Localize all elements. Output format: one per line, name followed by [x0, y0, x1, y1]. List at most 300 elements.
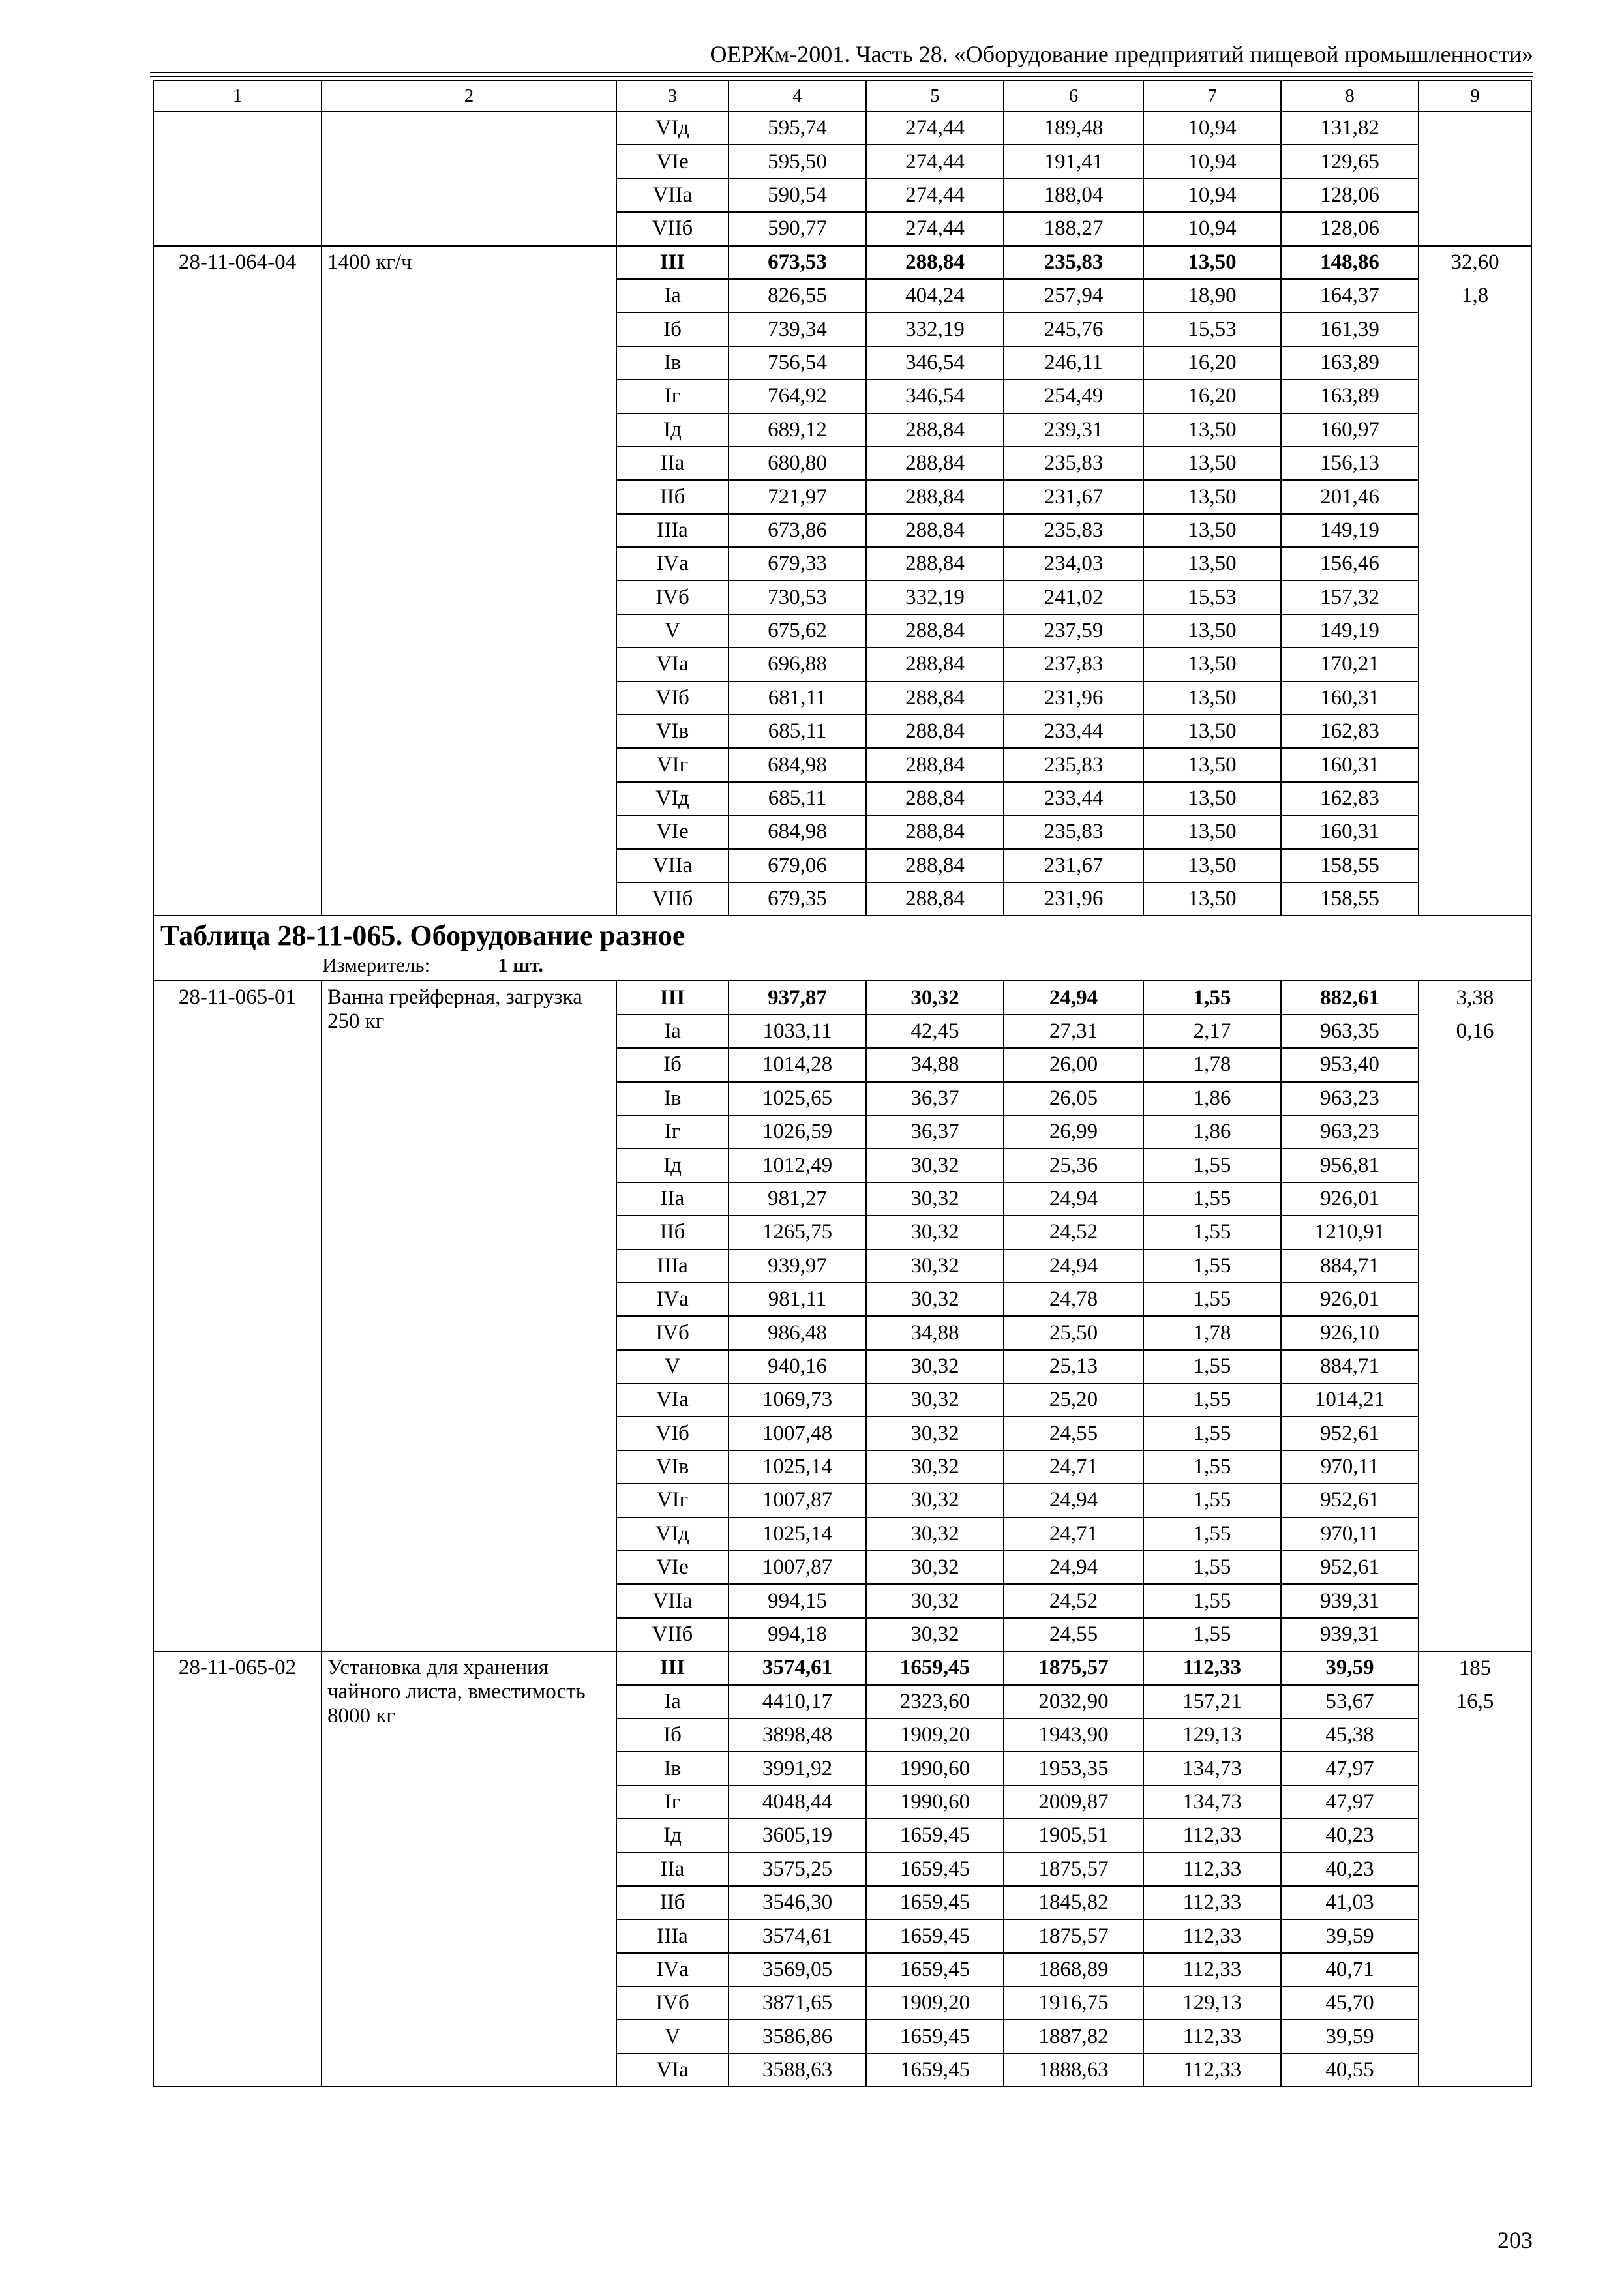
table-cell: 970,11	[1281, 1518, 1419, 1551]
table-cell: 937,87	[729, 981, 866, 1014]
table-cell: 1943,90	[1004, 1718, 1143, 1752]
table-cell: 963,23	[1281, 1082, 1419, 1115]
table-cell: 30,32	[866, 1249, 1004, 1283]
section-header-065	[153, 916, 1531, 981]
table-cell	[1419, 413, 1531, 447]
table-cell: 30,32	[866, 981, 1004, 1014]
column-number: 1	[153, 80, 322, 112]
table-cell: 940,16	[729, 1350, 866, 1383]
table-cell: 1014,28	[729, 1048, 866, 1081]
table-cell: 346,54	[866, 380, 1004, 413]
table-cell: 30,32	[866, 1450, 1004, 1484]
table-cell: 274,44	[866, 212, 1004, 245]
table-cell	[1419, 1316, 1531, 1349]
table-cell: 288,84	[866, 782, 1004, 815]
table-cell: 188,04	[1004, 179, 1143, 212]
table-cell: 1012,49	[729, 1148, 866, 1182]
table-cell: 34,88	[866, 1316, 1004, 1349]
table-cell	[1419, 547, 1531, 580]
table-cell: 1014,21	[1281, 1383, 1419, 1416]
table-cell: 963,23	[1281, 1115, 1419, 1148]
table-cell: 3871,65	[729, 1986, 866, 2020]
table-cell: 1659,45	[866, 1819, 1004, 1852]
table-cell: 685,11	[729, 782, 866, 815]
table-cell: 2323,60	[866, 1685, 1004, 1718]
table-cell: 161,39	[1281, 312, 1419, 346]
table-cell: 288,84	[866, 815, 1004, 848]
table-cell: VIе	[616, 1551, 729, 1584]
table-cell: 1210,91	[1281, 1216, 1419, 1249]
table-cell: 274,44	[866, 112, 1004, 145]
table-cell: 1916,75	[1004, 1986, 1143, 2020]
table-cell: 721,97	[729, 480, 866, 513]
table-cell: 30,32	[866, 1618, 1004, 1651]
table-row	[153, 981, 1531, 1014]
table-cell: 237,59	[1004, 614, 1143, 648]
table-cell: VIа	[616, 648, 729, 681]
table-cell: 233,44	[1004, 782, 1143, 815]
table-cell: IVб	[616, 580, 729, 614]
table-cell: 246,11	[1004, 346, 1143, 380]
table-cell: 160,31	[1281, 681, 1419, 715]
table-cell: 157,32	[1281, 580, 1419, 614]
table-cell: 1,55	[1143, 1518, 1281, 1551]
name-cell: Ванна грейферная, загрузка 250 кг	[322, 981, 616, 1651]
table-cell: 30,32	[866, 1283, 1004, 1316]
table-cell: 679,33	[729, 547, 866, 580]
table-cell	[1419, 112, 1531, 145]
table-cell: 16,20	[1143, 346, 1281, 380]
table-cell	[1419, 212, 1531, 245]
table-cell: 201,46	[1281, 480, 1419, 513]
table-cell: VIIа	[616, 1584, 729, 1617]
table-cell: 245,76	[1004, 312, 1143, 346]
table-cell: 40,55	[1281, 2054, 1419, 2087]
table-cell: 191,41	[1004, 145, 1143, 178]
table-cell: 36,37	[866, 1082, 1004, 1115]
table-cell: 13,50	[1143, 246, 1281, 279]
table-cell: 1,55	[1143, 1618, 1281, 1651]
table-cell: VIIа	[616, 179, 729, 212]
table-cell: 1990,60	[866, 1786, 1004, 1819]
table-cell: 981,27	[729, 1182, 866, 1216]
table-cell: 15,53	[1143, 312, 1281, 346]
table-cell: 826,55	[729, 279, 866, 312]
table-body-continuation	[153, 80, 1531, 246]
table-cell: 15,53	[1143, 580, 1281, 614]
table-cell	[1419, 1718, 1531, 1752]
table-cell: IVа	[616, 547, 729, 580]
table-cell: 1025,14	[729, 1518, 866, 1551]
table-cell: 112,33	[1143, 1886, 1281, 1919]
column-number-row	[153, 80, 1531, 112]
table-cell: 30,32	[866, 1551, 1004, 1584]
table-cell: Iг	[616, 1786, 729, 1819]
table-cell: 24,94	[1004, 1551, 1143, 1584]
table-cell	[1419, 1182, 1531, 1216]
table-cell: 288,84	[866, 480, 1004, 513]
table-cell: V	[616, 614, 729, 648]
table-cell: 13,50	[1143, 849, 1281, 882]
column-number: 5	[866, 80, 1004, 112]
table-cell: 685,11	[729, 715, 866, 748]
table-cell: 288,84	[866, 447, 1004, 480]
table-cell: 1875,57	[1004, 1919, 1143, 1952]
table-cell: 288,84	[866, 614, 1004, 648]
page-number: 203	[1497, 2227, 1533, 2253]
table-cell: 26,99	[1004, 1115, 1143, 1148]
table-cell: 673,86	[729, 514, 866, 547]
column-number: 2	[322, 80, 616, 112]
table-cell: 13,50	[1143, 614, 1281, 648]
table-cell: 3569,05	[729, 1953, 866, 1986]
table-cell: 1007,87	[729, 1484, 866, 1517]
table-cell: IVа	[616, 1953, 729, 1986]
table-cell: 36,37	[866, 1115, 1004, 1148]
column-number: 3	[616, 80, 729, 112]
table-cell: 1875,57	[1004, 1853, 1143, 1886]
table-cell: VIIа	[616, 849, 729, 882]
table-cell	[1419, 1450, 1531, 1484]
table-cell: VIв	[616, 715, 729, 748]
table-cell: 24,94	[1004, 1182, 1143, 1216]
table-cell	[1419, 1618, 1531, 1651]
table-cell: IIIа	[616, 1919, 729, 1952]
table-cell: 10,94	[1143, 112, 1281, 145]
table-cell: 13,50	[1143, 782, 1281, 815]
table-cell	[1419, 849, 1531, 882]
table-cell	[1419, 882, 1531, 916]
table-cell: IIа	[616, 447, 729, 480]
running-header: ОЕРЖм-2001. Часть 28. «Оборудование предприятий пищевой промышленности»	[710, 41, 1533, 67]
table-cell: 239,31	[1004, 413, 1143, 447]
table-cell: III	[616, 1651, 729, 1684]
table-cell: VIв	[616, 1450, 729, 1484]
table-cell: 2,17	[1143, 1015, 1281, 1048]
table-cell: 13,50	[1143, 815, 1281, 848]
table-cell	[1419, 1048, 1531, 1081]
table-cell: 1659,45	[866, 1919, 1004, 1952]
table-cell: 1888,63	[1004, 2054, 1143, 2087]
table-cell: 25,36	[1004, 1148, 1143, 1182]
table-cell	[1419, 1886, 1531, 1919]
table-cell	[1419, 815, 1531, 848]
table-cell: 112,33	[1143, 1819, 1281, 1852]
table-cell: 926,01	[1281, 1182, 1419, 1216]
table-cell	[1419, 312, 1531, 346]
table-cell: 25,50	[1004, 1316, 1143, 1349]
table-cell: 1,86	[1143, 1082, 1281, 1115]
table-cell: 16,5	[1419, 1685, 1531, 1718]
table-cell: 1069,73	[729, 1383, 866, 1416]
table-cell: 689,12	[729, 413, 866, 447]
table-cell: V	[616, 2020, 729, 2053]
table-body-065	[153, 981, 1531, 2087]
table-cell: 47,97	[1281, 1786, 1419, 1819]
table-cell: 1,86	[1143, 1115, 1281, 1148]
table-cell: 884,71	[1281, 1249, 1419, 1283]
table-cell: 1,55	[1143, 1283, 1281, 1316]
table-cell: 129,65	[1281, 145, 1419, 178]
table-cell: 134,73	[1143, 1752, 1281, 1785]
table-cell: IVб	[616, 1986, 729, 2020]
table-cell: 30,32	[866, 1518, 1004, 1551]
table-cell: 237,83	[1004, 648, 1143, 681]
table-cell: 189,48	[1004, 112, 1143, 145]
table-cell: 158,55	[1281, 882, 1419, 916]
table-cell: 149,19	[1281, 514, 1419, 547]
table-cell: 30,32	[866, 1216, 1004, 1249]
table-cell	[1419, 648, 1531, 681]
table-cell: 1,55	[1143, 1450, 1281, 1484]
table-cell: 30,32	[866, 1350, 1004, 1383]
table-cell: 231,67	[1004, 849, 1143, 882]
table-cell: 45,38	[1281, 1718, 1419, 1752]
table-cell: Iв	[616, 1082, 729, 1115]
table-cell: 24,55	[1004, 1416, 1143, 1450]
table-cell: 10,94	[1143, 145, 1281, 178]
table-cell: 1659,45	[866, 1853, 1004, 1886]
table-cell: IIб	[616, 480, 729, 513]
table-cell: 13,50	[1143, 648, 1281, 681]
table-cell: 10,94	[1143, 179, 1281, 212]
table-cell: 231,96	[1004, 681, 1143, 715]
table-cell: VIе	[616, 145, 729, 178]
section-title-row	[153, 916, 1531, 954]
table-cell	[1419, 715, 1531, 748]
table-cell	[1419, 1986, 1531, 2020]
table-cell	[1419, 1551, 1531, 1584]
table-cell: IIIа	[616, 1249, 729, 1283]
table-cell: 241,02	[1004, 580, 1143, 614]
table-cell: IIIа	[616, 514, 729, 547]
table-cell: 112,33	[1143, 1953, 1281, 1986]
table-cell: 1,55	[1143, 1416, 1281, 1450]
table-cell: 595,50	[729, 145, 866, 178]
column-number: 7	[1143, 80, 1281, 112]
table-cell: 148,86	[1281, 246, 1419, 279]
table-cell: 24,71	[1004, 1450, 1143, 1484]
table-cell: 970,11	[1281, 1450, 1419, 1484]
table-cell: VIIб	[616, 212, 729, 245]
table-cell: 30,32	[866, 1182, 1004, 1216]
table-cell	[1419, 480, 1531, 513]
table-cell: 26,00	[1004, 1048, 1143, 1081]
table-cell: 30,32	[866, 1416, 1004, 1450]
table-cell: 156,13	[1281, 447, 1419, 480]
table-cell: 288,84	[866, 748, 1004, 781]
table-cell: Iв	[616, 346, 729, 380]
table-cell	[1419, 380, 1531, 413]
table-cell: 254,49	[1004, 380, 1143, 413]
measure-row	[153, 954, 1531, 981]
table-cell: 1659,45	[866, 2020, 1004, 2053]
table-cell: 1659,45	[866, 1651, 1004, 1684]
table-cell: 274,44	[866, 179, 1004, 212]
table-cell: V	[616, 1350, 729, 1383]
table-cell: 47,97	[1281, 1752, 1419, 1785]
table-cell: 24,71	[1004, 1518, 1143, 1551]
table-cell: 1,55	[1143, 1148, 1281, 1182]
table-cell: 288,84	[866, 648, 1004, 681]
table-cell: 590,54	[729, 179, 866, 212]
table-cell: IIа	[616, 1853, 729, 1886]
table-cell: Iб	[616, 1718, 729, 1752]
table-cell: 234,03	[1004, 547, 1143, 580]
table-cell: 163,89	[1281, 380, 1419, 413]
table-cell: Iд	[616, 1148, 729, 1182]
table-cell: 681,11	[729, 681, 866, 715]
table-cell: 952,61	[1281, 1551, 1419, 1584]
table-cell: 30,32	[866, 1484, 1004, 1517]
table-cell: 288,84	[866, 681, 1004, 715]
table-cell: Iа	[616, 1015, 729, 1048]
table-cell	[1419, 1819, 1531, 1852]
table-cell	[1419, 1216, 1531, 1249]
table-cell: 112,33	[1143, 1919, 1281, 1952]
table-cell: 3574,61	[729, 1651, 866, 1684]
table-cell	[1419, 580, 1531, 614]
table-cell: 149,19	[1281, 614, 1419, 648]
table-cell: 235,83	[1004, 815, 1143, 848]
section-title: Таблица 28-11-065. Оборудование разное	[153, 916, 1531, 954]
table-cell: 2032,90	[1004, 1685, 1143, 1718]
table-cell: 1845,82	[1004, 1886, 1143, 1919]
table-cell: 3574,61	[729, 1919, 866, 1952]
table-cell: IIб	[616, 1216, 729, 1249]
table-cell: VIб	[616, 681, 729, 715]
table-cell: IVб	[616, 1316, 729, 1349]
table-cell: 756,54	[729, 346, 866, 380]
table-cell: 13,50	[1143, 447, 1281, 480]
table-cell: 3575,25	[729, 1853, 866, 1886]
table-cell: 39,59	[1281, 1651, 1419, 1684]
header-rule	[150, 76, 1533, 77]
table-cell: 112,33	[1143, 2054, 1281, 2087]
table-cell: 939,97	[729, 1249, 866, 1283]
table-cell: 0,16	[1419, 1015, 1531, 1048]
table-cell: 40,71	[1281, 1953, 1419, 1986]
table-cell: 170,21	[1281, 648, 1419, 681]
table-cell: 128,06	[1281, 179, 1419, 212]
table-cell: 231,96	[1004, 882, 1143, 916]
table-cell	[1419, 782, 1531, 815]
table-cell: 595,74	[729, 112, 866, 145]
table-cell: 163,89	[1281, 346, 1419, 380]
table-cell	[1419, 514, 1531, 547]
table-cell: VIд	[616, 1518, 729, 1551]
name-cell	[322, 112, 616, 246]
table-cell: Iд	[616, 413, 729, 447]
table-cell: 26,05	[1004, 1082, 1143, 1115]
table-cell	[1419, 681, 1531, 715]
column-number: 6	[1004, 80, 1143, 112]
table-cell: 233,44	[1004, 715, 1143, 748]
table-cell: 1659,45	[866, 1953, 1004, 1986]
table-cell: 3546,30	[729, 1886, 866, 1919]
table-cell: 235,83	[1004, 748, 1143, 781]
table-cell: VIа	[616, 2054, 729, 2087]
code-cell	[153, 112, 322, 246]
table-row	[153, 112, 1531, 145]
table-cell: 40,23	[1281, 1853, 1419, 1886]
table-cell	[1419, 1853, 1531, 1886]
table-cell: 1007,48	[729, 1416, 866, 1450]
table-cell: 1,55	[1143, 1383, 1281, 1416]
table-cell: 730,53	[729, 580, 866, 614]
code-cell: 28-11-064-04	[153, 246, 322, 916]
table-cell: 27,31	[1004, 1015, 1143, 1048]
table-cell: 1007,87	[729, 1551, 866, 1584]
table-cell: 131,82	[1281, 112, 1419, 145]
table-cell: III	[616, 246, 729, 279]
table-cell	[1419, 1752, 1531, 1785]
table-cell: 288,84	[866, 246, 1004, 279]
table-cell	[1419, 1383, 1531, 1416]
table-cell: 1659,45	[866, 2054, 1004, 2087]
table-cell	[1419, 1249, 1531, 1283]
table-cell: 32,60	[1419, 246, 1531, 279]
table-cell	[1419, 1518, 1531, 1551]
table-cell: 288,84	[866, 413, 1004, 447]
table-cell: 13,50	[1143, 715, 1281, 748]
table-cell: 157,21	[1143, 1685, 1281, 1718]
table-cell: 1,55	[1143, 1484, 1281, 1517]
table-cell: 235,83	[1004, 447, 1143, 480]
table-cell: 188,27	[1004, 212, 1143, 245]
table-cell	[1419, 2020, 1531, 2053]
table-cell: 4048,44	[729, 1786, 866, 1819]
table-cell: 1,55	[1143, 1249, 1281, 1283]
table-cell: 3605,19	[729, 1819, 866, 1852]
table-body-064	[153, 246, 1531, 916]
table-cell: Iв	[616, 1752, 729, 1785]
table-cell: VIд	[616, 112, 729, 145]
table-cell: 1887,82	[1004, 2020, 1143, 2053]
table-cell: 288,84	[866, 849, 1004, 882]
table-cell	[1419, 2054, 1531, 2087]
table-cell: 13,50	[1143, 681, 1281, 715]
table-cell: 739,34	[729, 312, 866, 346]
table-cell	[1419, 145, 1531, 178]
table-cell: 1,55	[1143, 1216, 1281, 1249]
table-cell: 160,97	[1281, 413, 1419, 447]
table-cell: 404,24	[866, 279, 1004, 312]
table-cell: 10,94	[1143, 212, 1281, 245]
table-cell	[1419, 748, 1531, 781]
table-cell: Iа	[616, 1685, 729, 1718]
table-cell: 1,8	[1419, 279, 1531, 312]
table-cell: VIг	[616, 1484, 729, 1517]
table-cell	[1419, 1350, 1531, 1383]
table-cell: 1,55	[1143, 1584, 1281, 1617]
table-cell	[1419, 1786, 1531, 1819]
table-cell: 24,94	[1004, 1484, 1143, 1517]
table-cell: 13,50	[1143, 748, 1281, 781]
table-cell: 981,11	[729, 1283, 866, 1316]
measure-cell	[153, 954, 1531, 981]
table-cell: 673,53	[729, 246, 866, 279]
table-cell: 926,01	[1281, 1283, 1419, 1316]
table-cell: 696,88	[729, 648, 866, 681]
header-rule	[150, 72, 1533, 73]
table-cell: 39,59	[1281, 1919, 1419, 1952]
table-cell: 926,10	[1281, 1316, 1419, 1349]
table-cell	[1419, 179, 1531, 212]
table-cell: 884,71	[1281, 1350, 1419, 1383]
table-cell: 24,55	[1004, 1618, 1143, 1651]
table-cell: 24,52	[1004, 1584, 1143, 1617]
